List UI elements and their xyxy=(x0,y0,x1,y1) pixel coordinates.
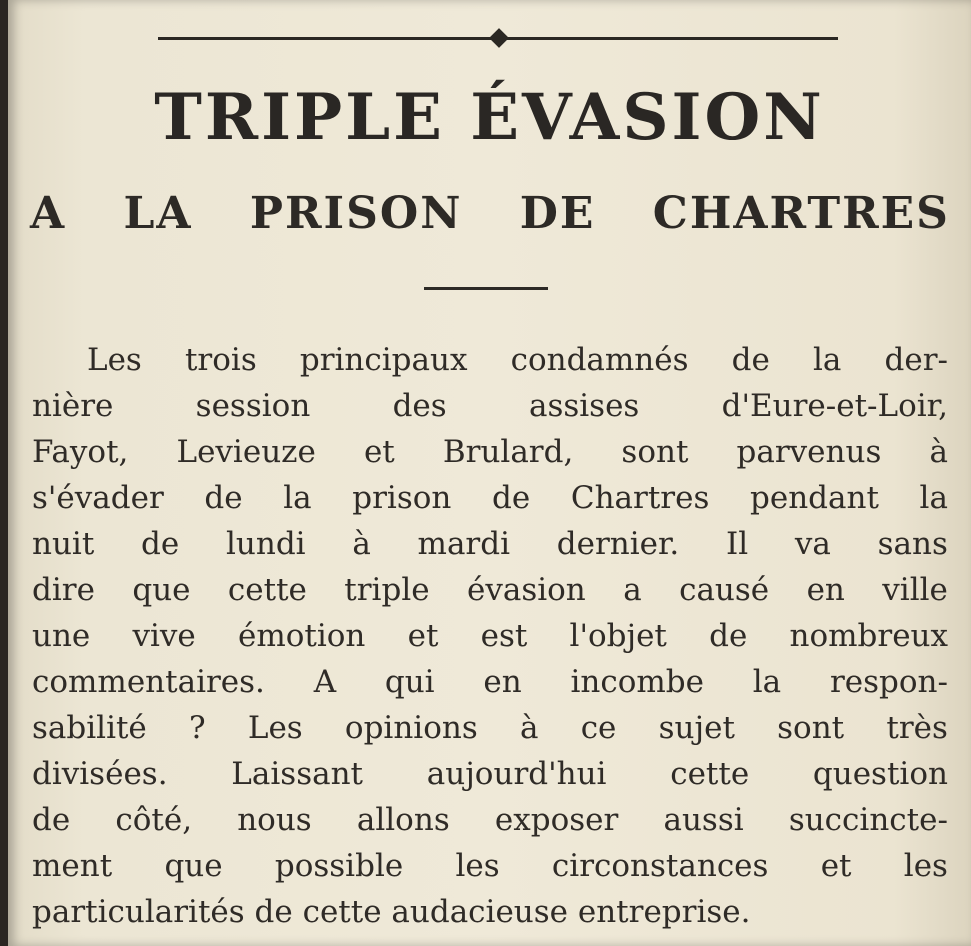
text-line xyxy=(32,613,948,659)
word: pendant xyxy=(750,480,879,516)
subheadline-word: DE xyxy=(519,188,596,239)
word: de xyxy=(204,480,243,516)
word: émotion xyxy=(237,618,366,654)
word: triple xyxy=(344,572,430,608)
word: question xyxy=(812,756,948,792)
word: à xyxy=(929,434,948,470)
word: Levieuze xyxy=(176,434,316,470)
word: et xyxy=(407,618,439,654)
word: sont xyxy=(621,434,689,470)
word: que xyxy=(132,572,191,608)
subheadline-word: A xyxy=(30,188,67,239)
word: cette xyxy=(227,572,307,608)
word: dire xyxy=(32,572,95,608)
word: mardi xyxy=(417,526,511,562)
subheadline-word: LA xyxy=(123,188,193,239)
text-line xyxy=(32,659,948,705)
word: la xyxy=(752,664,782,700)
word: la xyxy=(283,480,312,516)
word: nous xyxy=(237,802,312,838)
word: ment xyxy=(32,848,113,884)
text-line xyxy=(32,797,948,843)
word: principaux xyxy=(299,342,468,378)
subheadline-word: PRISON xyxy=(249,188,463,239)
word: divisées. xyxy=(32,756,168,792)
word: Il xyxy=(726,526,749,562)
word: en xyxy=(806,572,845,608)
word: nière xyxy=(32,388,114,424)
word: à xyxy=(352,526,371,562)
word: der- xyxy=(884,342,948,378)
word: les xyxy=(455,848,500,884)
word: vive xyxy=(132,618,196,654)
word: nuit xyxy=(32,526,95,562)
word: de xyxy=(32,802,71,838)
word: parvenus xyxy=(736,434,882,470)
word: sabilité xyxy=(32,710,147,746)
word: que xyxy=(164,848,223,884)
separator-rule xyxy=(424,287,548,290)
text-line xyxy=(32,843,948,889)
word: la xyxy=(812,342,842,378)
word: et xyxy=(820,848,852,884)
word: prison xyxy=(352,480,452,516)
word: circonstances xyxy=(551,848,769,884)
word: allons xyxy=(356,802,450,838)
word: à xyxy=(519,710,539,746)
word: très xyxy=(886,710,948,746)
word: possible xyxy=(274,848,404,884)
word: s'évader xyxy=(32,480,164,516)
word: les xyxy=(903,848,948,884)
word: Chartres xyxy=(570,480,710,516)
word: sujet xyxy=(658,710,735,746)
text-line: particularités de cette audacieuse entreprise. xyxy=(32,894,751,930)
text-line xyxy=(32,521,948,567)
text-line xyxy=(32,705,948,751)
word: l'objet xyxy=(569,618,667,654)
word: succincte- xyxy=(788,802,948,838)
word: côté, xyxy=(115,802,193,838)
word: ville xyxy=(882,572,948,608)
word: Fayot, xyxy=(32,434,129,470)
word: de xyxy=(709,618,748,654)
word: sont xyxy=(777,710,845,746)
word: qui xyxy=(384,664,435,700)
headline: TRIPLE ÉVASION xyxy=(154,80,825,155)
word: de xyxy=(141,526,180,562)
word: respon- xyxy=(829,664,948,700)
word: nombreux xyxy=(789,618,948,654)
word: ce xyxy=(580,710,617,746)
text-line xyxy=(32,383,948,429)
word: en xyxy=(483,664,522,700)
text-line xyxy=(32,567,948,613)
word: dernier. xyxy=(556,526,680,562)
subheadline xyxy=(30,188,950,239)
word: Les xyxy=(247,710,303,746)
word: et xyxy=(363,434,395,470)
word: incombe xyxy=(570,664,704,700)
word: est xyxy=(480,618,528,654)
word: assises xyxy=(528,388,640,424)
text-line xyxy=(32,475,948,521)
word: va xyxy=(794,526,831,562)
word: ? xyxy=(189,710,206,746)
word: exposer xyxy=(494,802,619,838)
word: commentaires. xyxy=(32,664,265,700)
word: opinions xyxy=(344,710,478,746)
word: lundi xyxy=(225,526,306,562)
word: Laissant xyxy=(231,756,364,792)
word: condamnés xyxy=(510,342,689,378)
word: aussi xyxy=(663,802,744,838)
subheadline-word: CHARTRES xyxy=(652,188,950,239)
word: A xyxy=(313,664,337,700)
newspaper-clipping xyxy=(8,0,971,946)
word: cette xyxy=(670,756,750,792)
word: Brulard, xyxy=(442,434,574,470)
word: de xyxy=(492,480,531,516)
text-line xyxy=(32,429,948,475)
word: la xyxy=(919,480,948,516)
word: évasion xyxy=(466,572,586,608)
text-line xyxy=(32,751,948,797)
word: d'Eure-et-Loir, xyxy=(721,388,948,424)
article-body xyxy=(32,337,948,935)
word: trois xyxy=(184,342,257,378)
word: aujourd'hui xyxy=(426,756,607,792)
word: session xyxy=(195,388,311,424)
word: des xyxy=(392,388,447,424)
word: sans xyxy=(877,526,948,562)
word: a xyxy=(623,572,642,608)
word: une xyxy=(32,618,91,654)
word: de xyxy=(731,342,770,378)
text-line xyxy=(32,337,948,383)
word: causé xyxy=(679,572,770,608)
ornamental-diamond xyxy=(489,28,509,48)
word: Les xyxy=(87,342,142,378)
